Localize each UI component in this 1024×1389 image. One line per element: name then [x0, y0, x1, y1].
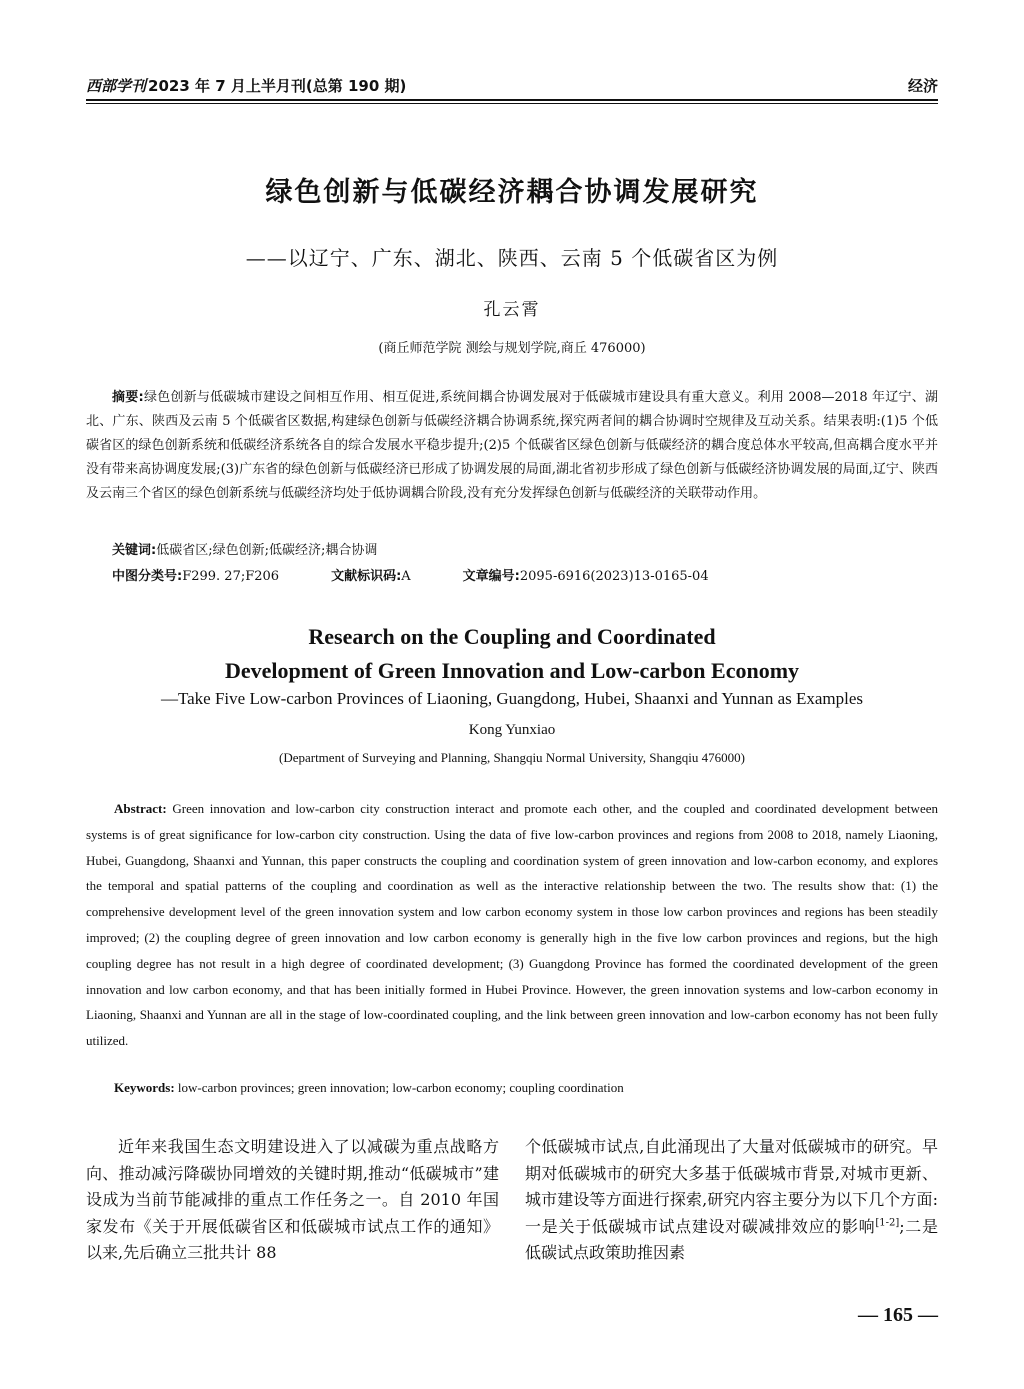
article-number-value: 2095-6916(2023)13-0165-04: [519, 569, 709, 584]
doc-code-value: A: [401, 569, 411, 584]
body-column-right: [525, 1134, 938, 1267]
header-rule-thin: [86, 103, 938, 104]
cn-subtitle: ——以辽宁、广东、湖北、陕西、云南 5 个低碳省区为例: [245, 246, 779, 270]
issue-info: 2023 年 7 月上半月刊(总第 190 期): [148, 77, 407, 95]
article-number-label: 文章编号:: [462, 569, 520, 584]
clc-number: [112, 566, 279, 588]
body-columns: [86, 1134, 938, 1267]
en-subtitle: —Take Five Low-carbon Provinces of Liaoning, Guangdong, Hubei, Shaanxi and Yunnan as Examples: [160, 689, 864, 708]
body-column-right-text: 个低碳城市试点,自此涌现出了大量对低碳城市的研究。早期对低碳城市的研究大多基于低碳城市背景,对城市更新、城市建设等方面进行探索,研究内容主要分为以下几个方面:一是关于低碳城市试点建设对碳减排效应的影响: [525, 1137, 938, 1236]
body-column-right-tail: ;二是低碳试点政策助推因素: [525, 1216, 938, 1262]
en-title-line1: Research on the Coupling and Coordinated: [308, 624, 716, 649]
en-affiliation: (Department of Surveying and Planning, Shangqiu Normal University, Shangqiu 476000): [278, 750, 745, 765]
header-rule: [86, 99, 938, 101]
cn-abstract: [86, 386, 938, 506]
page-number: — 165 —: [858, 1304, 938, 1326]
section-name: 经济: [907, 77, 938, 95]
clc-label: 中图分类号:: [112, 569, 183, 584]
header-left: [86, 75, 406, 96]
en-title: [60, 620, 964, 688]
en-keywords-label: Keywords:: [114, 1080, 175, 1095]
citation-ref: [1-2]: [875, 1217, 900, 1229]
cn-keywords: [112, 540, 938, 562]
cn-title: 绿色创新与低碳经济耦合协调发展研究: [265, 177, 759, 208]
cn-classification: [112, 566, 938, 588]
en-abstract: [86, 796, 938, 1054]
cn-keywords-label: 关键词:: [112, 543, 157, 558]
cn-abstract-text: 绿色创新与低碳城市建设之间相互作用、相互促进,系统间耦合协调发展对于低碳城市建设具有重大意义。利用 2008—2018 年辽宁、湖北、广东、陕西及云南 5 个低碳省区数据,构建绿色创新与低碳经济耦合协调系统,探究两者间的耦合协调时空规律及互动关系。结果表明:(1)5 个低碳省区的绿色创新系统和低碳经济系统各自的综合发展水平稳步提升;(2)5 个低碳省区绿色创新与低碳经济的耦合度总体水平较高,但高耦合度水平并没有带来高协调度发展;(3)广东省的绿色创新与低碳经济已形成了协调发展的局面,湖北省初步形成了绿色创新与低碳经济协调发展的局面,辽宁、陕西及云南三个省区的绿色创新系统与低碳经济均处于低协调耦合阶段,没有充分发挥绿色创新与低碳经济的关联带动作用。: [86, 390, 938, 501]
doc-code-label: 文献标识码:: [331, 569, 402, 584]
cn-author: 孔云霄: [483, 300, 541, 320]
cn-affiliation: (商丘师范学院 测绘与规划学院,商丘 476000): [378, 341, 646, 356]
journal-logo: 西部学刊: [86, 77, 147, 95]
en-keywords: [114, 1080, 938, 1096]
article-number: [463, 566, 709, 588]
en-title-line2: Development of Green Innovation and Low-carbon Economy: [224, 658, 800, 683]
en-author: Kong Yunxiao: [468, 722, 556, 738]
cn-abstract-label: 摘要:: [112, 390, 144, 405]
clc-value: F299. 27;F206: [182, 569, 280, 584]
running-header: [86, 72, 938, 96]
cn-keywords-text: 低碳省区;绿色创新;低碳经济;耦合协调: [156, 543, 378, 558]
en-abstract-text: Green innovation and low-carbon city construction interact and promote each other, and the coupled and coordinated development between systems is of great significance for low-carbon city construction. Using the data of five low-carbon provinces and regions from 2008 to 2018, namely Liaoning, Hubei, Guangdong, Shaanxi and Yunnan, this paper constructs the coupling and coordination system of green innovation and low-carbon economy, and explores the temporal and spatial patterns of the coupling and coordination as well as the interactive relationship between the two. The results show that: (1) the comprehensive development level of the green innovation system and low carbon economy system in those low carbon provinces and regions has been steadily improved; (2) the coupling degree of green innovation and low carbon economy is generally high in the five low carbon provinces and regions, but the high coupling degree has not result in a high degree of coordinated development; (3) Guangdong Province has formed the coordinated development of the green innovation and low carbon economy, and that has been initially formed in Hubei Province. However, the green innovation systems and low-carbon economy in Liaoning, Shaanxi and Yunnan are all in the stage of low-coordinated coupling, and the link between green innovation and low-carbon economy has not been fully utilized.: [86, 801, 938, 1049]
body-column-left: 近年来我国生态文明建设进入了以减碳为重点战略方向、推动减污降碳协同增效的关键时期,推动“低碳城市”建设成为当前节能减排的重点工作任务之一。自 2010 年国家发布《关于开展低碳省区和低碳城市试点工作的通知》以来,先后确立三批共计 88: [86, 1137, 499, 1262]
en-keywords-text: low-carbon provinces; green innovation; low-carbon economy; coupling coordination: [174, 1080, 624, 1095]
en-abstract-label: Abstract:: [114, 801, 167, 816]
doc-code: [331, 566, 411, 588]
